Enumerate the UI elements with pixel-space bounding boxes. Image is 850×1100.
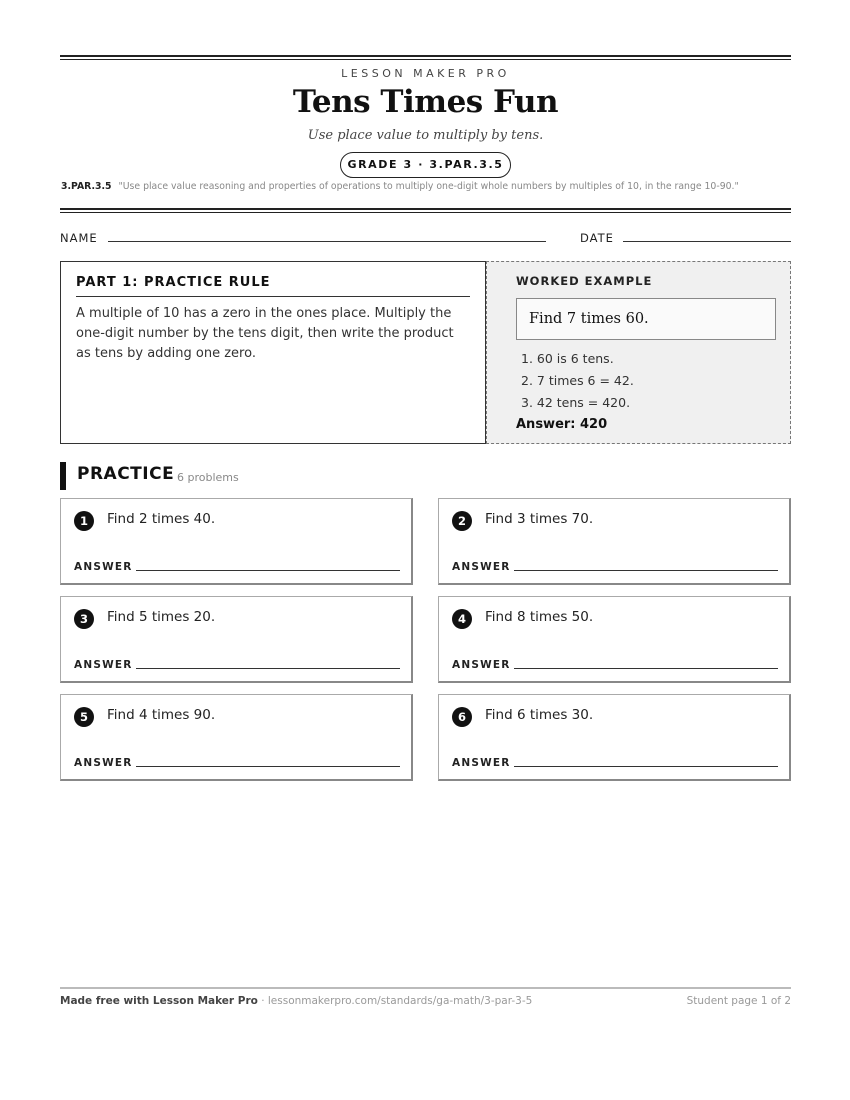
footer-made-with: Made free with Lesson Maker Pro bbox=[60, 995, 258, 1007]
date-label: DATE bbox=[580, 231, 614, 245]
answer-label: ANSWER bbox=[452, 561, 511, 573]
answer-field[interactable] bbox=[514, 766, 778, 767]
practice-problem-count: 6 problems bbox=[177, 471, 239, 484]
answer-field[interactable] bbox=[136, 570, 400, 571]
standard-code: 3.PAR.3.5 bbox=[61, 181, 112, 192]
problem-question: Find 5 times 20. bbox=[107, 609, 216, 625]
date-field[interactable] bbox=[623, 241, 791, 242]
answer-label: ANSWER bbox=[452, 757, 511, 769]
problem-question: Find 2 times 40. bbox=[107, 511, 216, 527]
worked-example-heading: WORKED EXAMPLE bbox=[516, 274, 653, 288]
page-title: Tens Times Fun bbox=[292, 84, 559, 120]
name-field[interactable] bbox=[108, 241, 546, 242]
header-divider bbox=[60, 208, 791, 213]
problem-card bbox=[438, 498, 791, 585]
answer-label: ANSWER bbox=[74, 757, 133, 769]
worked-example-box bbox=[486, 261, 791, 444]
footer-page-number: Student page 1 of 2 bbox=[686, 995, 791, 1007]
worked-example-problem: Find 7 times 60. bbox=[516, 298, 776, 340]
answer-label: ANSWER bbox=[452, 659, 511, 671]
problem-number-badge: 2 bbox=[452, 511, 472, 531]
answer-field[interactable] bbox=[514, 668, 778, 669]
worked-example-step: 3. 42 tens = 420. bbox=[521, 395, 631, 410]
section-accent-bar bbox=[60, 462, 66, 490]
problem-number-badge: 3 bbox=[74, 609, 94, 629]
worksheet-page bbox=[60, 0, 791, 1100]
footer-credit bbox=[60, 995, 532, 1007]
problem-card bbox=[60, 694, 413, 781]
worked-example-step: 2. 7 times 6 = 42. bbox=[521, 373, 634, 388]
problem-question: Find 8 times 50. bbox=[485, 609, 594, 625]
worked-example-step: 1. 60 is 6 tens. bbox=[521, 351, 614, 366]
problem-number-badge: 5 bbox=[74, 707, 94, 727]
problem-question: Find 6 times 30. bbox=[485, 707, 594, 723]
standard-text: "Use place value reasoning and properties of operations to multiply one-digit whole numbers by multiples of 10, in the range 10-90." bbox=[118, 181, 739, 192]
page-subtitle: Use place value to multiply by tens. bbox=[307, 128, 544, 143]
footer-url-link[interactable]: lessonmakerpro.com/standards/ga-math/3-par-3-5 bbox=[267, 995, 533, 1007]
worked-example-steps bbox=[516, 348, 775, 414]
problem-card bbox=[438, 596, 791, 683]
worked-example-answer: Answer: 420 bbox=[516, 417, 608, 432]
problem-number-badge: 4 bbox=[452, 609, 472, 629]
answer-label: ANSWER bbox=[74, 561, 133, 573]
practice-rule-box bbox=[60, 261, 486, 444]
practice-rule-heading: PART 1: PRACTICE RULE bbox=[76, 275, 470, 297]
answer-field[interactable] bbox=[136, 668, 400, 669]
standard-statement bbox=[61, 181, 792, 192]
top-divider bbox=[60, 55, 791, 60]
problem-number-badge: 6 bbox=[452, 707, 472, 727]
answer-label: ANSWER bbox=[74, 659, 133, 671]
grade-badge: GRADE 3 · 3.PAR.3.5 bbox=[340, 152, 511, 178]
problem-card bbox=[60, 498, 413, 585]
problem-question: Find 4 times 90. bbox=[107, 707, 216, 723]
answer-field[interactable] bbox=[514, 570, 778, 571]
footer-separator: · bbox=[257, 995, 268, 1007]
footer-divider bbox=[60, 987, 791, 989]
problem-card bbox=[438, 694, 791, 781]
brand-name: LESSON MAKER PRO bbox=[341, 67, 510, 80]
problem-number-badge: 1 bbox=[74, 511, 94, 531]
practice-rule-body: A multiple of 10 has a zero in the ones place. Multiply the one-digit number by the tens digit, then write the product as tens by adding one zero. bbox=[76, 306, 454, 361]
problem-question: Find 3 times 70. bbox=[485, 511, 594, 527]
name-label: NAME bbox=[60, 231, 98, 245]
problem-card bbox=[60, 596, 413, 683]
answer-field[interactable] bbox=[136, 766, 400, 767]
practice-section-title: PRACTICE bbox=[77, 464, 175, 484]
